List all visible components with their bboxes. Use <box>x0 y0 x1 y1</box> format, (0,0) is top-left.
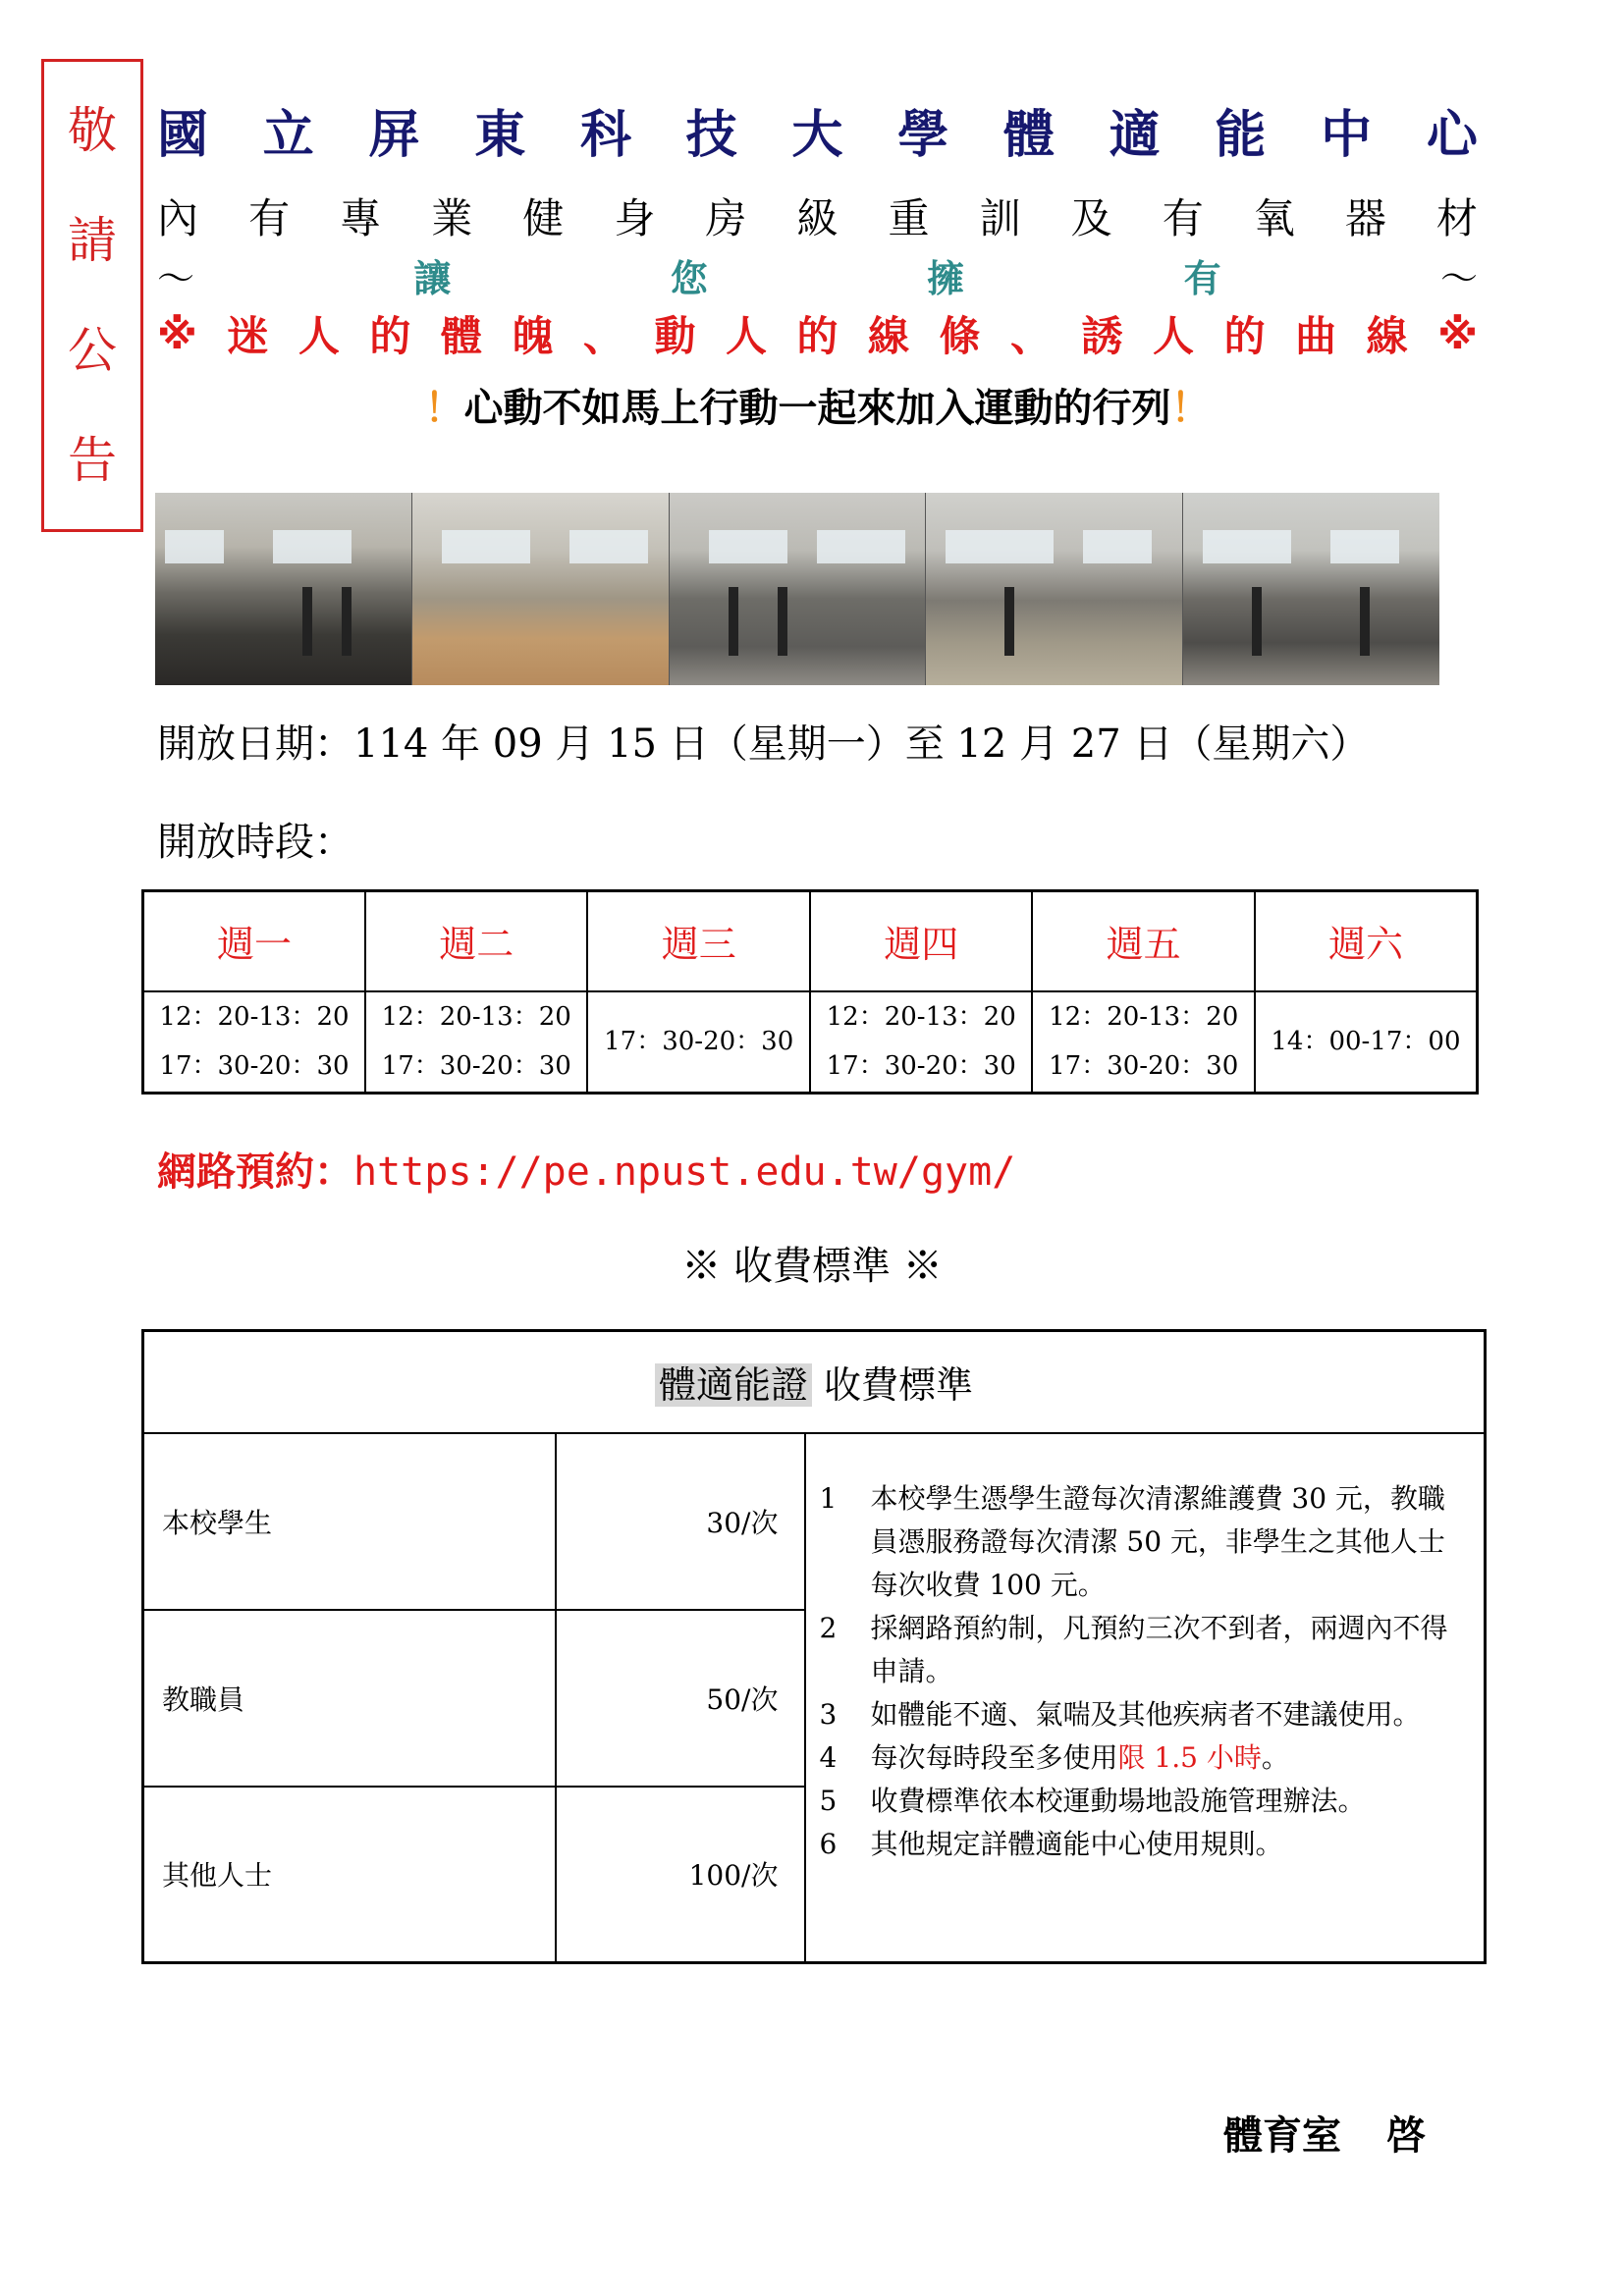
slogan-char: ※ <box>157 309 197 358</box>
schedule-header-row <box>143 891 1478 991</box>
open-date: 開放日期：114 年 09 月 15 日（星期一）至 12 月 27 日（星期六） <box>157 721 1370 767</box>
call-to-action <box>157 377 1478 436</box>
slogan-char: 魄 <box>512 312 554 360</box>
title-char: 東 <box>474 105 526 165</box>
slogan-char: 線 <box>1366 312 1408 360</box>
time-slot-cell <box>1032 991 1254 1094</box>
slogan-char: 的 <box>369 312 411 360</box>
notice-box <box>41 59 143 532</box>
rule-item <box>820 1780 1469 1823</box>
slogan-char: 條 <box>939 312 981 360</box>
subtitle-char: 健 <box>522 194 565 242</box>
rule-text: 本校學生憑學生證每次清潔維護費 30 元，教職員憑服務證每次清潔 50 元，非學生之其他人士每次收費 100 元。 <box>870 1481 1445 1601</box>
fee-category: 教職員 <box>143 1610 556 1787</box>
wave-char: 擁 <box>927 256 965 300</box>
day-header: 週六 <box>1255 891 1478 991</box>
wave-char: 您 <box>670 256 708 300</box>
fee-title-rest: 收費標準 <box>811 1363 974 1408</box>
time-slot: 17：30-20：30 <box>1049 1051 1239 1082</box>
rule-text: 採網路預約制，凡預約三次不到者，兩週內不得申請。 <box>870 1611 1448 1687</box>
time-slot-cell <box>365 991 587 1094</box>
rule-number: 4 <box>819 1740 838 1774</box>
time-slot: 17：30-20：30 <box>381 1051 571 1082</box>
open-hours-label: 開放時段： <box>157 820 353 865</box>
subtitle-char: 專 <box>340 194 382 242</box>
subtitle-char: 材 <box>1435 194 1478 242</box>
gym-photo <box>155 493 412 685</box>
rule-number: 2 <box>819 1611 838 1644</box>
subtitle-char: 業 <box>431 194 473 242</box>
signature-office: 體育室 <box>1223 2113 1341 2159</box>
subtitle <box>157 187 1478 245</box>
title-char: 大 <box>791 105 843 165</box>
slogan <box>157 302 1478 365</box>
time-slot: 17：30-20：30 <box>159 1051 350 1082</box>
notice-char: 公 <box>68 322 117 379</box>
title-char: 國 <box>157 105 209 165</box>
cta-text: 心動不如馬上行動一起來加入運動的行列 <box>463 386 1171 431</box>
title-char: 中 <box>1321 105 1373 165</box>
exclamation-icon: ！ <box>424 386 464 431</box>
time-slot-cell <box>810 991 1032 1094</box>
title-char: 學 <box>897 105 949 165</box>
subtitle-char: 器 <box>1344 194 1386 242</box>
gym-photo <box>926 493 1183 685</box>
fee-title-row <box>143 1331 1486 1433</box>
fee-table-title <box>143 1331 1486 1433</box>
day-header: 週一 <box>143 891 365 991</box>
slogan-char: 動 <box>654 312 696 360</box>
time-slot: 12：20-13：20 <box>159 1002 350 1033</box>
time-slot: 14：00-17：00 <box>1271 1027 1461 1057</box>
booking-url-link[interactable]: https://pe.npust.edu.tw/gym/ <box>353 1149 1016 1195</box>
fee-price: 100/次 <box>556 1787 805 1963</box>
slogan-char: 的 <box>796 312 839 360</box>
slogan-char: 、 <box>1010 312 1053 360</box>
slogan-char: 曲 <box>1295 312 1337 360</box>
fee-price: 50/次 <box>556 1610 805 1787</box>
subtitle-char: 級 <box>796 194 839 242</box>
title-char: 心 <box>1426 105 1478 165</box>
rule-text-highlight: 限 1.5 小時 <box>1117 1740 1262 1774</box>
booking-label: 網路預約： <box>157 1149 353 1195</box>
time-slot-cell <box>587 991 809 1094</box>
booking-line <box>157 1141 1015 1197</box>
slogan-char: 線 <box>867 312 909 360</box>
title-char: 體 <box>1002 105 1055 165</box>
title-char: 立 <box>262 105 314 165</box>
wave-char: 讓 <box>413 256 452 300</box>
rule-number: 1 <box>819 1481 838 1515</box>
slogan-char: 人 <box>725 312 767 360</box>
tilde-right: ～ <box>1439 256 1478 300</box>
time-slot: 12：20-13：20 <box>826 1002 1016 1033</box>
day-header: 週五 <box>1032 891 1254 991</box>
slogan-char: ※ <box>1437 309 1478 358</box>
day-header: 週三 <box>587 891 809 991</box>
time-slot-cell <box>1255 991 1478 1094</box>
notice-char: 告 <box>68 432 117 489</box>
rule-item <box>820 1607 1469 1693</box>
gym-photo <box>412 493 670 685</box>
rule-text: 其他規定詳體適能中心使用規則。 <box>870 1827 1283 1860</box>
notice-char: 敬 <box>68 102 117 159</box>
rule-text: 如體能不適、氣喘及其他疾病者不建議使用。 <box>870 1697 1421 1731</box>
fee-table <box>141 1329 1487 1964</box>
rule-text-before: 每次每時段至多使用 <box>870 1740 1118 1774</box>
time-slot-cell <box>143 991 365 1094</box>
time-slot: 12：20-13：20 <box>381 1002 571 1033</box>
exclamation-icon: ！ <box>1170 386 1211 431</box>
rule-text: 收費標準依本校運動場地設施管理辦法。 <box>870 1784 1366 1817</box>
rule-number: 6 <box>819 1827 838 1860</box>
time-slot: 17：30-20：30 <box>604 1027 794 1057</box>
fee-heading: ※ 收費標準 ※ <box>681 1244 943 1289</box>
rule-number: 3 <box>819 1697 838 1731</box>
time-slot: 17：30-20：30 <box>826 1051 1016 1082</box>
signature-word: 啓 <box>1386 2113 1426 2159</box>
wave-char: 有 <box>1183 256 1221 300</box>
gym-photo-strip <box>155 493 1439 685</box>
title-char: 科 <box>579 105 631 165</box>
title-char: 技 <box>685 105 737 165</box>
day-header: 週二 <box>365 891 587 991</box>
slogan-char: 、 <box>582 312 624 360</box>
gym-photo <box>670 493 927 685</box>
slogan-char: 的 <box>1223 312 1266 360</box>
subtitle-char: 氧 <box>1253 194 1295 242</box>
signature <box>1223 2105 1426 2161</box>
fee-title-highlight: 體適能證 <box>655 1363 812 1407</box>
subtitle-char: 有 <box>1162 194 1204 242</box>
time-slot: 12：20-13：20 <box>1049 1002 1239 1033</box>
schedule-table <box>141 889 1479 1095</box>
slogan-char: 誘 <box>1081 312 1123 360</box>
day-header: 週四 <box>810 891 1032 991</box>
notice-char: 請 <box>68 212 117 269</box>
fee-category: 其他人士 <box>143 1787 556 1963</box>
title-char: 能 <box>1215 105 1267 165</box>
wave-line <box>157 247 1478 302</box>
subtitle-char: 訓 <box>979 194 1021 242</box>
schedule-slot-row <box>143 991 1478 1094</box>
fee-row <box>143 1433 1486 1610</box>
rule-item <box>820 1823 1469 1866</box>
fee-price: 30/次 <box>556 1433 805 1610</box>
subtitle-char: 有 <box>248 194 291 242</box>
rule-text <box>871 1736 1289 1780</box>
slogan-char: 人 <box>1153 312 1195 360</box>
title-char: 屏 <box>368 105 420 165</box>
rule-item <box>820 1693 1469 1736</box>
rule-item <box>820 1736 1469 1780</box>
subtitle-char: 身 <box>614 194 656 242</box>
fee-rules <box>805 1433 1486 1963</box>
slogan-char: 體 <box>440 312 482 360</box>
subtitle-char: 及 <box>1070 194 1112 242</box>
rule-item <box>820 1477 1469 1607</box>
tilde-left: ～ <box>157 256 195 300</box>
page-title <box>157 100 1478 165</box>
title-char: 適 <box>1109 105 1161 165</box>
slogan-char: 人 <box>298 312 340 360</box>
subtitle-char: 房 <box>705 194 747 242</box>
fee-category: 本校學生 <box>143 1433 556 1610</box>
slogan-char: 迷 <box>227 312 269 360</box>
gym-photo <box>1183 493 1439 685</box>
rule-text-after: 。 <box>1261 1740 1289 1774</box>
subtitle-char: 內 <box>157 194 199 242</box>
subtitle-char: 重 <box>888 194 930 242</box>
rule-number: 5 <box>819 1784 838 1817</box>
